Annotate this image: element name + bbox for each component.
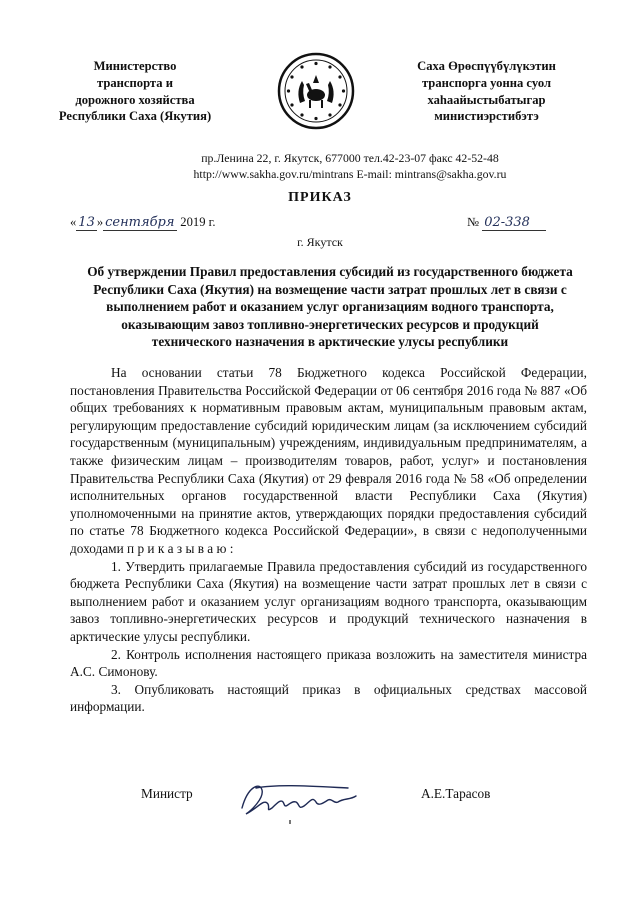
header-left-line: транспорта и [97, 75, 173, 90]
preamble-paragraph: На основании статьи 78 Бюджетного кодекса Российской Федерации, постановления Правительства Российской Федерации от 06 сентября 2016 года № 887 «Об общих требованиях к нормативным правовым актам, муниципальным правовым актам, регулирующим предоставление субсидий юридическим лицам (за исключением субсидий государственным (муниципальным) учреждениям, индивидуальным предпринимателям, а также физическим лицам – производителям товаров, работ, услуг» и постановления Правительства Республики Саха (Якутия) от 29 февраля 2016 года № 58 «Об определении исполнительных органов государственной власти Республики Саха (Якутия) уполномоченными на принятие актов, утверждающих порядки предоставления субсидий по статье 78 Бюджетного кодекса Российской Федерации», в связи с недополученными доходами п р и к а з ы в а ю : [70, 365, 587, 556]
signature-block [0, 778, 640, 818]
date-day: 13 [78, 215, 95, 230]
address-line: пр.Ленина 22, г. Якутск, 677000 тел.42-23-07 факс 42-52-48 [201, 151, 499, 165]
header-right-line: хаһаайыстыбатыгар [427, 92, 546, 107]
document-type: ПРИКАЗ [288, 190, 352, 205]
order-date [70, 215, 216, 231]
ink-mark [289, 820, 291, 824]
ministry-name-yakut [373, 58, 600, 125]
order-item: 2. Контроль исполнения настоящего приказа возложить на заместителя министра А.С. Симонову. [70, 646, 587, 680]
order-body [70, 364, 587, 716]
web-email-line: http://www.sakha.gov.ru/mintrans E-mail: mintrans@sakha.gov.ru [193, 166, 507, 181]
date-open-quote: « [70, 215, 77, 229]
number-prefix: № [467, 215, 480, 229]
header-right-line: Саха Өрөспүүбүлүкэтин [417, 59, 556, 73]
handwritten-signature [238, 778, 378, 822]
order-number [467, 215, 546, 231]
order-title: Об утверждении Правил предоставления субсидий из государственного бюджета Республики Саха (Якутия) на возмещение части затрат прошлых лет в связи с выполнением работ и оказанием услуг организациям водного транспорта, оказывающим завоз топливно-энергетических ресурсов и продукций технического назначения в арктические улусы республики [87, 264, 573, 350]
ministry-name-russian [40, 58, 230, 125]
header-left-line: Республики Саха (Якутия) [58, 109, 212, 124]
signatory-position: Министр [141, 786, 193, 801]
header-right-line: транспорга уонна суол [421, 75, 552, 90]
order-item: 1. Утвердить прилагаемые Правила предоставления субсидий из государственного бюджета Республики Саха (Якутия) на возмещение части затрат прошлых лет в связи с выполнением работ и оказанием услуг организациям водного транспорта, оказывающим завоз топливно-энергетических ресурсов и продукций технического назначения в арктические улусы республики. [70, 558, 587, 644]
header-right-line: министиэрстибэтэ [434, 109, 539, 124]
contact-block [100, 151, 600, 182]
number-value: 02-338 [482, 215, 546, 231]
header-left-line: Министерство [93, 59, 177, 73]
order-item: 3. Опубликовать настоящий приказ в официальных средствах массовой информации. [70, 681, 587, 715]
date-month: сентября [103, 215, 177, 231]
header-left-line: дорожного хозяйства [75, 92, 195, 107]
city: г. Якутск [297, 235, 343, 249]
sakha-republic-emblem-icon [276, 51, 356, 131]
date-close-quote: » [96, 215, 104, 229]
date-year: 2019 г. [180, 215, 216, 229]
signatory-name: А.Е.Тарасов [421, 786, 491, 801]
